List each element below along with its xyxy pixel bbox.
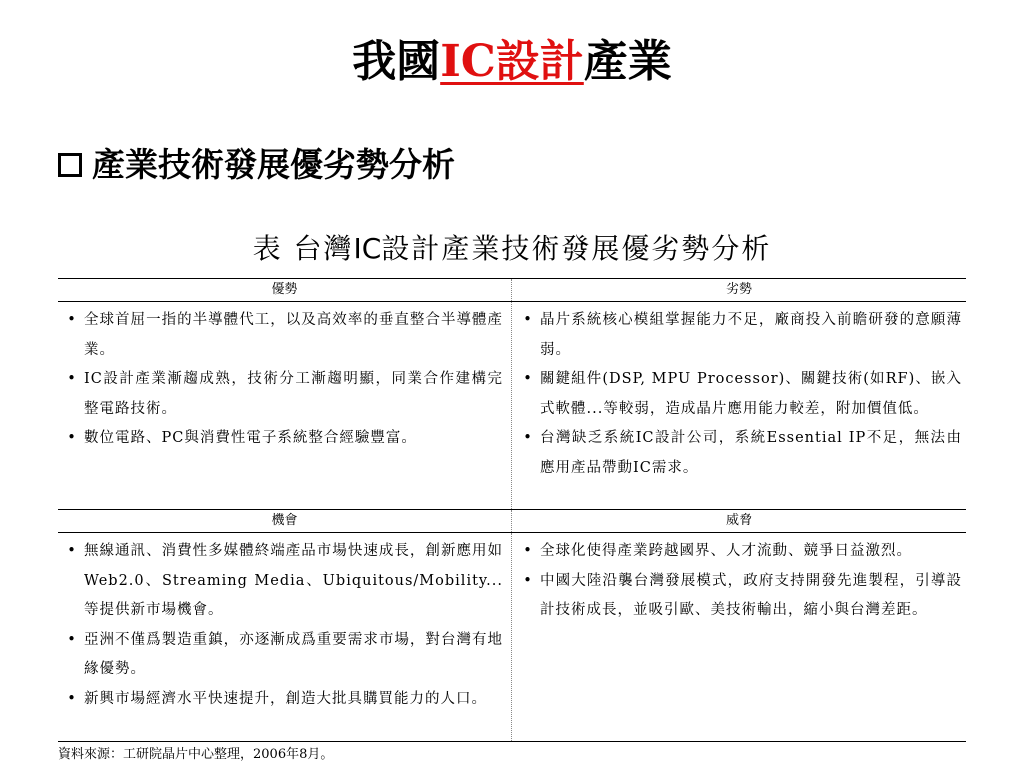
square-bullet-icon (58, 153, 82, 177)
title-prefix: 我國 (352, 36, 441, 87)
list-item (62, 424, 503, 454)
body-row-bottom (58, 533, 966, 741)
bullet-dot-icon: • (67, 312, 77, 328)
list-item-text: 全球首屈一指的半導體代工，以及高效率的垂直整合半導體產業。 (84, 312, 503, 358)
title-accent: IC設計 (440, 36, 584, 87)
list-item-text: 新興市場經濟水平快速提升，創造大批具購買能力的人口。 (84, 690, 487, 707)
strengths-cell (58, 302, 512, 509)
weaknesses-list (518, 306, 962, 483)
header-row-bottom (58, 509, 966, 533)
title-suffix: 產業 (583, 36, 672, 87)
list-item-text: 台灣缺乏系統IC設計公司，系統Essential IP不足，無法由應用產品帶動IC需求。 (540, 430, 962, 476)
bullet-dot-icon: • (67, 543, 77, 559)
header-threats: 威脅 (725, 513, 752, 528)
threats-list (518, 537, 962, 626)
bullet-dot-icon: • (523, 312, 533, 328)
header-opportunities: 機會 (58, 510, 512, 532)
bullet-dot-icon: • (67, 690, 77, 707)
opportunities-cell (58, 533, 512, 741)
list-item (62, 306, 503, 365)
bullet-dot-icon: • (523, 371, 533, 387)
bullet-dot-icon: • (523, 430, 533, 446)
bullet-dot-icon: • (523, 543, 533, 559)
section-heading-text: 產業技術發展優劣勢分析 (92, 145, 455, 184)
list-item-text: IC設計產業漸趨成熟，技術分工漸趨明顯，同業合作建構完整電路技術。 (84, 371, 503, 417)
body-row-top (58, 302, 966, 509)
section-heading (58, 140, 455, 190)
list-item-text: 數位電路、PC與消費性電子系統整合經驗豐富。 (84, 430, 417, 446)
list-item (518, 306, 962, 365)
list-item (62, 365, 503, 424)
list-item-text: 晶片系統核心模組掌握能力不足，廠商投入前瞻研發的意願薄弱。 (540, 312, 962, 358)
list-item (62, 685, 503, 715)
list-item-text: 關鍵組件(DSP, MPU Processor)、關鍵技術(如RF)、嵌入式軟體...等較弱，造成晶片應用能力較差，附加價值低。 (540, 371, 962, 417)
bullet-dot-icon: • (67, 631, 77, 648)
swot-table (58, 278, 966, 742)
bullet-dot-icon: • (523, 572, 533, 589)
weaknesses-cell (512, 302, 966, 509)
table-caption-ic: IC (353, 232, 382, 265)
header-weaknesses: 劣勢 (725, 282, 752, 297)
list-item (518, 424, 962, 483)
list-item-text: 亞洲不僅爲製造重鎮，亦逐漸成爲重要需求市場，對台灣有地緣優勢。 (84, 631, 503, 677)
table-caption (0, 227, 1024, 271)
list-item-text: 無線通訊、消費性多媒體終端產品市場快速成長，創新應用如Web2.0、Streaming Media、Ubiquitous/Mobility...等提供新市場機會。 (84, 543, 503, 618)
table-caption-suffix: 設計產業技術發展優劣勢分析 (381, 232, 772, 265)
source-note: 資料來源：工研院晶片中心整理，2006年8月。 (58, 747, 334, 762)
list-item (518, 365, 962, 424)
header-row-top (58, 279, 966, 302)
strengths-list (62, 306, 503, 454)
slide-title (0, 32, 1024, 92)
list-item (518, 567, 962, 626)
list-item (62, 537, 503, 626)
opportunities-list (62, 537, 503, 714)
bullet-dot-icon: • (67, 371, 77, 387)
list-item (62, 626, 503, 685)
list-item-text: 中國大陸沿襲台灣發展模式，政府支持開發先進製程，引導設計技術成長，並吸引歐、美技術輸出，縮小與台灣差距。 (540, 572, 962, 618)
threats-cell (512, 533, 966, 741)
header-strengths: 優勢 (58, 279, 512, 301)
list-item (518, 537, 962, 567)
bullet-dot-icon: • (67, 430, 77, 446)
list-item-text: 全球化使得產業跨越國界、人才流動、競爭日益激烈。 (540, 543, 912, 559)
table-caption-prefix: 表 台灣 (252, 232, 354, 265)
